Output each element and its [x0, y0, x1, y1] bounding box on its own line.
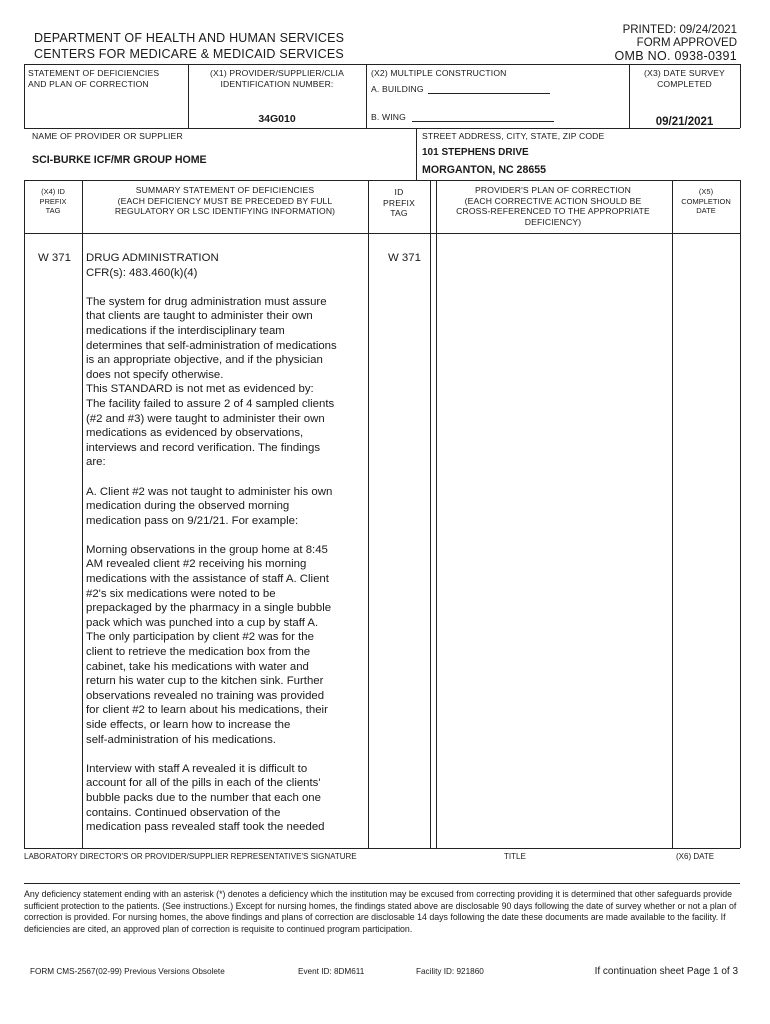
signature-date-label: (X6) DATE	[676, 852, 715, 861]
address-label: STREET ADDRESS, CITY, STATE, ZIP CODE	[422, 131, 605, 141]
top-border	[24, 64, 740, 65]
x4-header: (X4) ID PREFIX TAG	[39, 187, 67, 215]
building-field: A. BUILDING	[371, 84, 424, 94]
deficiency-cfr: CFR(s): 483.460(k)(4)	[86, 266, 198, 279]
wing-underline	[412, 121, 554, 122]
provider-id-label: (X1) PROVIDER/SUPPLIER/CLIA IDENTIFICATION NUMBER:	[210, 68, 344, 89]
statement-label: STATEMENT OF DEFICIENCIES AND PLAN OF CORRECTION	[28, 68, 160, 89]
page-indicator: If continuation sheet Page 1 of 3	[594, 966, 738, 977]
deficiency-paragraph: The system for drug administration must assure that clients are taught to administer their own medications if the interdisciplinary team determines that self-administration of medications is an appropriate objective, and if the physician does not specify otherwise. This STANDARD is not met as evidenced by: The facility failed to assure 2 of 4 sampled clients (#2 and #3) were taught to administer their own medications as evidenced by observations, interviews and record verification. The findings are:	[86, 295, 337, 469]
form-approved: FORM APPROVED	[636, 37, 737, 49]
building-underline	[428, 93, 550, 94]
survey-label: (X3) DATE SURVEY COMPLETED	[644, 68, 725, 89]
form-number: FORM CMS-2567(02-99) Previous Versions Obsolete	[30, 967, 225, 976]
city-state-zip: MORGANTON, NC 28655	[422, 164, 547, 176]
plan-tag: W 371	[388, 252, 421, 264]
provider-name: SCI-BURKE ICF/MR GROUP HOME	[32, 154, 207, 166]
facility-id: Facility ID: 921860	[416, 967, 484, 976]
director-signature-label: LABORATORY DIRECTOR'S OR PROVIDER/SUPPLIER REPRESENTATIVE'S SIGNATURE	[24, 852, 357, 861]
title-label: TITLE	[504, 852, 526, 861]
agency-header	[34, 30, 344, 62]
printed-date: PRINTED: 09/24/2021	[622, 24, 737, 36]
deficiency-paragraph: Interview with staff A revealed it is difficult to account for all of the pills in each of the clients' bubble packs due to the number that each one contains. Continued observation of the medication pass revealed staff took the needed	[86, 762, 325, 834]
survey-date: 09/21/2021	[655, 116, 714, 128]
event-id: Event ID: 8DM611	[298, 967, 365, 976]
deficiency-body	[86, 251, 366, 849]
wing-field: B. WING	[371, 112, 406, 122]
x5-header: (X5) COMPLETION DATE	[681, 187, 731, 215]
deficiency-tag: W 371	[38, 252, 71, 264]
construction-label: (X2) MULTIPLE CONSTRUCTION	[371, 68, 507, 78]
provider-id: 34G010	[258, 113, 296, 125]
deficiency-paragraph: A. Client #2 was not taught to administer his own medication during the observed morning medication pass on 9/21/21. For example:	[86, 485, 333, 527]
deficiency-title: DRUG ADMINISTRATION	[86, 252, 219, 264]
summary-header: SUMMARY STATEMENT OF DEFICIENCIES (EACH DEFICIENCY MUST BE PRECEDED BY FULL REGULATORY OR LSC IDENTIFYING INFORMATION)	[114, 185, 336, 216]
provider-name-label: NAME OF PROVIDER OR SUPPLIER	[32, 131, 183, 141]
department-name: DEPARTMENT OF HEALTH AND HUMAN SERVICES	[34, 31, 345, 45]
centers-name: CENTERS FOR MEDICARE & MEDICAID SERVICES	[34, 47, 344, 61]
id-header: ID PREFIX TAG	[383, 187, 415, 218]
disclosure-note: Any deficiency statement ending with an asterisk (*) denotes a deficiency which the institution may be excused from correcting providing it is determined that other safeguards provide sufficient protection to the patients. (See instructions.) Except for nursing homes, the findings stated above are disclosable 90 days following the date of survey whether or not a plan of correction is provided. For nursing homes, the above findings and plans of correction are disclosable 14 days following the date these documents are made available to the facility. If deficiencies are cited, an approved plan of correction is requisite to continued program participation.	[24, 889, 737, 934]
form-info	[614, 24, 737, 63]
deficiency-paragraph: Morning observations in the group home at 8:45 AM revealed client #2 receiving his morning medications with the assistance of staff A. Client #2's six medications were noted to be prepackaged by the pharmacy in a single bubble pack which was punched into a cup by staff A. The only participation by client #2 was for the client to retrieve the medication box from the cabinet, take his medications with water and return his water cup to the kitchen sink. Further observations revealed no training was provided for client #2 to learn about his medications, their side effects, or learn how to increase the self-administration of his medications.	[86, 543, 332, 746]
street-address: 101 STEPHENS DRIVE	[422, 147, 529, 158]
omb-number: OMB NO. 0938-0391	[614, 49, 737, 63]
plan-header: PROVIDER'S PLAN OF CORRECTION (EACH CORRECTIVE ACTION SHOULD BE CROSS-REFERENCED TO THE APPROPRIATE DEFICIENCY)	[456, 185, 650, 227]
